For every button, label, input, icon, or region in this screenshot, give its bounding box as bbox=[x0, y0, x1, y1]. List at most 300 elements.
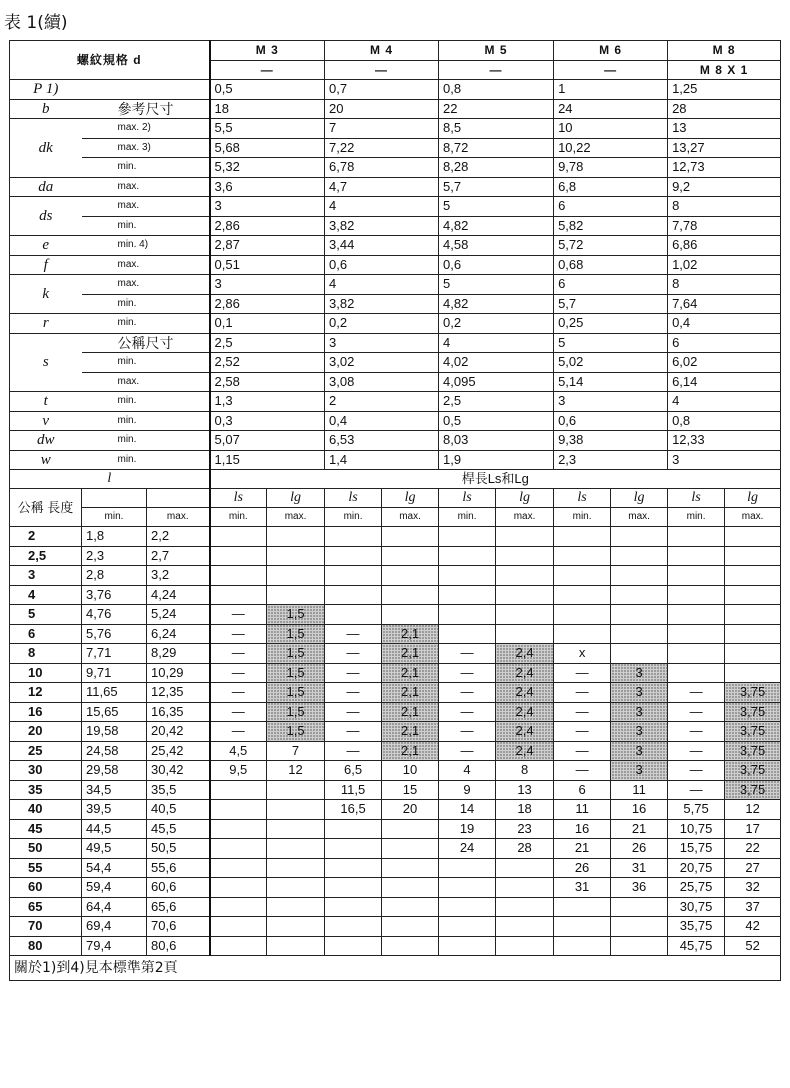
ls-value bbox=[439, 624, 496, 644]
dimension-value: 3,82 bbox=[325, 294, 439, 314]
table-row bbox=[10, 119, 781, 139]
lg-value bbox=[496, 878, 554, 898]
ls-value: 4 bbox=[439, 761, 496, 781]
ls-value bbox=[325, 839, 382, 859]
dimension-value: 10,22 bbox=[554, 138, 668, 158]
ls-min-label: min. bbox=[554, 508, 611, 527]
lg-value: 11 bbox=[611, 780, 668, 800]
ls-value: — bbox=[210, 644, 267, 664]
lg-value: 3 bbox=[611, 702, 668, 722]
length-min: 64,4 bbox=[82, 897, 147, 917]
dimension-value: 4,58 bbox=[439, 236, 554, 256]
dimension-value: 8 bbox=[668, 275, 781, 295]
dimension-value: 4,82 bbox=[439, 216, 554, 236]
ls-value: — bbox=[439, 663, 496, 683]
ls-value: — bbox=[325, 683, 382, 703]
table-row bbox=[10, 780, 781, 800]
length-max: 50,5 bbox=[147, 839, 210, 859]
table-row bbox=[10, 80, 781, 100]
lg-value: 52 bbox=[725, 936, 781, 956]
dimension-value: 0,2 bbox=[439, 314, 554, 334]
lg-value bbox=[496, 566, 554, 586]
table-row bbox=[10, 585, 781, 605]
length-min: 11,65 bbox=[82, 683, 147, 703]
dimension-symbol: v bbox=[10, 411, 82, 431]
dimension-qualifier: min. bbox=[82, 392, 210, 412]
ls-value bbox=[554, 624, 611, 644]
lg-value: 3,75 bbox=[725, 722, 781, 742]
lg-value bbox=[267, 858, 325, 878]
ls-value: 10,75 bbox=[668, 819, 725, 839]
ls-value bbox=[210, 936, 267, 956]
lg-value bbox=[611, 897, 668, 917]
dimension-symbol: t bbox=[10, 392, 82, 412]
table-row bbox=[10, 470, 781, 489]
dimension-value: 8,28 bbox=[439, 158, 554, 178]
lg-value bbox=[382, 936, 439, 956]
table-row bbox=[10, 624, 781, 644]
ls-value bbox=[668, 605, 725, 625]
lg-value: 3,75 bbox=[725, 761, 781, 781]
dimension-qualifier: max. bbox=[82, 177, 210, 197]
dimension-qualifier bbox=[82, 80, 210, 100]
lg-value: 36 bbox=[611, 878, 668, 898]
dimension-value: 5,02 bbox=[554, 353, 668, 373]
dimension-value: 7,22 bbox=[325, 138, 439, 158]
dimension-value: 3 bbox=[210, 197, 325, 217]
lg-value: 3 bbox=[611, 761, 668, 781]
ls-value bbox=[210, 527, 267, 547]
ls-value: — bbox=[554, 663, 611, 683]
length-min: 15,65 bbox=[82, 702, 147, 722]
dimension-qualifier: min. bbox=[82, 353, 210, 373]
ls-value: 45,75 bbox=[668, 936, 725, 956]
dimension-value: 1 bbox=[554, 80, 668, 100]
shank-length-title: 桿長Ls和Lg bbox=[210, 470, 781, 489]
ls-value bbox=[439, 546, 496, 566]
length-min-spacer bbox=[82, 489, 147, 508]
table-row bbox=[10, 255, 781, 275]
ls-min-label: min. bbox=[439, 508, 496, 527]
dimension-value: 9,38 bbox=[554, 431, 668, 451]
lg-value: 2,4 bbox=[496, 663, 554, 683]
length-min: 5,76 bbox=[82, 624, 147, 644]
length-min: 2,3 bbox=[82, 546, 147, 566]
lg-value: 1,5 bbox=[267, 722, 325, 742]
length-max-spacer bbox=[147, 489, 210, 508]
lg-symbol: lg bbox=[611, 489, 668, 508]
dimension-value: 0,8 bbox=[668, 411, 781, 431]
dimension-value: 3,44 bbox=[325, 236, 439, 256]
dimension-value: 12,73 bbox=[668, 158, 781, 178]
dimension-value: 1,15 bbox=[210, 450, 325, 470]
ls-value bbox=[325, 936, 382, 956]
dimension-value: 2 bbox=[325, 392, 439, 412]
ls-symbol: ls bbox=[668, 489, 725, 508]
lg-value: 28 bbox=[496, 839, 554, 859]
lg-value bbox=[382, 858, 439, 878]
lg-value: 20 bbox=[382, 800, 439, 820]
lg-value bbox=[267, 780, 325, 800]
ls-value: — bbox=[439, 741, 496, 761]
ls-min-label: min. bbox=[325, 508, 382, 527]
lg-value bbox=[725, 546, 781, 566]
dimension-value: 7 bbox=[325, 119, 439, 139]
lg-value bbox=[725, 644, 781, 664]
dimension-value: 8,72 bbox=[439, 138, 554, 158]
ls-value: — bbox=[325, 624, 382, 644]
dimension-value: 8,03 bbox=[439, 431, 554, 451]
table-row bbox=[10, 702, 781, 722]
lg-value bbox=[725, 605, 781, 625]
dimension-value: 0,3 bbox=[210, 411, 325, 431]
dimension-qualifier: min. bbox=[82, 314, 210, 334]
ls-value bbox=[325, 527, 382, 547]
ls-value: 16,5 bbox=[325, 800, 382, 820]
ls-value bbox=[210, 546, 267, 566]
length-symbol: l bbox=[10, 470, 210, 489]
lg-value bbox=[382, 566, 439, 586]
dimension-value: 1,25 bbox=[668, 80, 781, 100]
ls-value: x bbox=[554, 644, 611, 664]
ls-value: — bbox=[210, 624, 267, 644]
length-min: 44,5 bbox=[82, 819, 147, 839]
nominal-length: 8 bbox=[10, 644, 82, 664]
dimension-value: 6,02 bbox=[668, 353, 781, 373]
table-row bbox=[10, 372, 781, 392]
dimension-value: 3,6 bbox=[210, 177, 325, 197]
lg-value: 2,1 bbox=[382, 702, 439, 722]
dimension-value: 5,32 bbox=[210, 158, 325, 178]
dimension-value: 5,14 bbox=[554, 372, 668, 392]
table-row bbox=[10, 177, 781, 197]
ls-value bbox=[439, 878, 496, 898]
dimension-value: 8,5 bbox=[439, 119, 554, 139]
ls-value: 9,5 bbox=[210, 761, 267, 781]
table-row bbox=[10, 431, 781, 451]
length-min: 34,5 bbox=[82, 780, 147, 800]
lg-value: 2,4 bbox=[496, 741, 554, 761]
lg-value bbox=[382, 878, 439, 898]
lg-value bbox=[725, 527, 781, 547]
nominal-length: 5 bbox=[10, 605, 82, 625]
nominal-length: 80 bbox=[10, 936, 82, 956]
ls-value: 4,5 bbox=[210, 741, 267, 761]
lg-value bbox=[267, 897, 325, 917]
ls-value bbox=[439, 936, 496, 956]
ls-value: 11,5 bbox=[325, 780, 382, 800]
ls-value: 26 bbox=[554, 858, 611, 878]
ls-value: — bbox=[210, 663, 267, 683]
lg-value bbox=[611, 936, 668, 956]
dimension-symbol: k bbox=[10, 275, 82, 314]
size-name: M 4 bbox=[325, 41, 439, 61]
ls-value bbox=[210, 819, 267, 839]
dimension-value: 9,2 bbox=[668, 177, 781, 197]
dimension-value: 0,8 bbox=[439, 80, 554, 100]
ls-value bbox=[210, 780, 267, 800]
ls-value: 21 bbox=[554, 839, 611, 859]
ls-value: 5,75 bbox=[668, 800, 725, 820]
ls-value: — bbox=[554, 741, 611, 761]
lg-value: 3,75 bbox=[725, 741, 781, 761]
lg-value bbox=[382, 605, 439, 625]
nominal-length: 12 bbox=[10, 683, 82, 703]
lg-value: 21 bbox=[611, 819, 668, 839]
lg-symbol: lg bbox=[496, 489, 554, 508]
lg-value: 2,4 bbox=[496, 722, 554, 742]
lg-value bbox=[267, 819, 325, 839]
lg-value: 1,5 bbox=[267, 663, 325, 683]
lg-value bbox=[611, 566, 668, 586]
table-row bbox=[10, 897, 781, 917]
length-max: 60,6 bbox=[147, 878, 210, 898]
lg-value bbox=[496, 917, 554, 937]
lg-value: 23 bbox=[496, 819, 554, 839]
dimension-value: 3,82 bbox=[325, 216, 439, 236]
length-max: 80,6 bbox=[147, 936, 210, 956]
dimension-value: 0,68 bbox=[554, 255, 668, 275]
lg-value: 22 bbox=[725, 839, 781, 859]
ls-min-label: min. bbox=[668, 508, 725, 527]
lg-value bbox=[382, 839, 439, 859]
lg-symbol: lg bbox=[382, 489, 439, 508]
dimension-value: 4,82 bbox=[439, 294, 554, 314]
length-min: 4,76 bbox=[82, 605, 147, 625]
dimension-value: 13,27 bbox=[668, 138, 781, 158]
lg-max-label: max. bbox=[611, 508, 668, 527]
size-name: M 3 bbox=[210, 41, 325, 61]
lg-value: 16 bbox=[611, 800, 668, 820]
length-min: 69,4 bbox=[82, 917, 147, 937]
nominal-length: 16 bbox=[10, 702, 82, 722]
ls-value bbox=[554, 917, 611, 937]
size-fine-thread: M 8 X 1 bbox=[668, 60, 781, 80]
lg-value: 1,5 bbox=[267, 702, 325, 722]
nominal-length: 40 bbox=[10, 800, 82, 820]
length-min: 24,58 bbox=[82, 741, 147, 761]
lg-value bbox=[267, 566, 325, 586]
ls-value: — bbox=[325, 722, 382, 742]
ls-value bbox=[554, 566, 611, 586]
ls-value bbox=[210, 800, 267, 820]
length-max: 2,7 bbox=[147, 546, 210, 566]
dimension-qualifier: min. bbox=[82, 411, 210, 431]
bolt-dimension-table bbox=[9, 40, 781, 981]
size-fine-thread: — bbox=[325, 60, 439, 80]
nominal-length: 60 bbox=[10, 878, 82, 898]
lg-value: 3,75 bbox=[725, 702, 781, 722]
lg-value bbox=[496, 897, 554, 917]
table-row bbox=[10, 294, 781, 314]
lg-value bbox=[611, 605, 668, 625]
dimension-value: 6,14 bbox=[668, 372, 781, 392]
length-max: 16,35 bbox=[147, 702, 210, 722]
lg-value: 1,5 bbox=[267, 605, 325, 625]
table-row bbox=[10, 741, 781, 761]
ls-value bbox=[325, 897, 382, 917]
dimension-qualifier: max. 2) bbox=[82, 119, 210, 139]
spec-label: 螺紋規格 d bbox=[10, 41, 210, 80]
lg-value bbox=[496, 546, 554, 566]
table-row bbox=[10, 858, 781, 878]
nominal-length: 25 bbox=[10, 741, 82, 761]
ls-value bbox=[554, 605, 611, 625]
dimension-value: 6 bbox=[554, 197, 668, 217]
ls-value bbox=[439, 917, 496, 937]
ls-value bbox=[210, 566, 267, 586]
lg-value bbox=[725, 566, 781, 586]
dimension-qualifier: min. bbox=[82, 158, 210, 178]
lg-value bbox=[382, 546, 439, 566]
ls-value: 6,5 bbox=[325, 761, 382, 781]
dimension-value: 1,3 bbox=[210, 392, 325, 412]
ls-value: — bbox=[439, 722, 496, 742]
lg-value: 1,5 bbox=[267, 683, 325, 703]
dimension-value: 0,7 bbox=[325, 80, 439, 100]
table-row bbox=[10, 917, 781, 937]
ls-value: — bbox=[554, 761, 611, 781]
table-row bbox=[10, 761, 781, 781]
ls-value bbox=[325, 546, 382, 566]
size-fine-thread: — bbox=[210, 60, 325, 80]
dimension-value: 5,68 bbox=[210, 138, 325, 158]
table-row bbox=[10, 138, 781, 158]
length-max: 10,29 bbox=[147, 663, 210, 683]
dimension-value: 0,6 bbox=[554, 411, 668, 431]
length-max: 35,5 bbox=[147, 780, 210, 800]
lg-value: 2,4 bbox=[496, 683, 554, 703]
dimension-value: 1,9 bbox=[439, 450, 554, 470]
lg-value: 18 bbox=[496, 800, 554, 820]
table-row bbox=[10, 353, 781, 373]
lg-value: 3,75 bbox=[725, 683, 781, 703]
dimension-value: 1,02 bbox=[668, 255, 781, 275]
table-row bbox=[10, 644, 781, 664]
ls-symbol: ls bbox=[325, 489, 382, 508]
lg-max-label: max. bbox=[496, 508, 554, 527]
length-max: 20,42 bbox=[147, 722, 210, 742]
length-max: 3,2 bbox=[147, 566, 210, 586]
ls-value: — bbox=[439, 644, 496, 664]
ls-symbol: ls bbox=[554, 489, 611, 508]
length-min: 19,58 bbox=[82, 722, 147, 742]
ls-value bbox=[210, 897, 267, 917]
nominal-length: 3 bbox=[10, 566, 82, 586]
ls-value: 30,75 bbox=[668, 897, 725, 917]
dimension-value: 22 bbox=[439, 99, 554, 119]
ls-value: — bbox=[668, 741, 725, 761]
nominal-length: 55 bbox=[10, 858, 82, 878]
size-fine-thread: — bbox=[554, 60, 668, 80]
lg-value bbox=[611, 546, 668, 566]
dimension-value: 0,6 bbox=[325, 255, 439, 275]
ls-value: — bbox=[325, 663, 382, 683]
dimension-value: 4,7 bbox=[325, 177, 439, 197]
lg-value: 2,1 bbox=[382, 683, 439, 703]
nominal-length: 10 bbox=[10, 663, 82, 683]
lg-value bbox=[382, 917, 439, 937]
ls-value bbox=[439, 897, 496, 917]
ls-value bbox=[325, 878, 382, 898]
lg-value bbox=[382, 527, 439, 547]
ls-value: — bbox=[210, 605, 267, 625]
table-row bbox=[10, 527, 781, 547]
lg-value: 2,1 bbox=[382, 663, 439, 683]
lg-value: 2,1 bbox=[382, 722, 439, 742]
nominal-length: 4 bbox=[10, 585, 82, 605]
length-max-label: max. bbox=[147, 508, 210, 527]
ls-value bbox=[325, 819, 382, 839]
ls-value bbox=[554, 585, 611, 605]
length-max: 6,24 bbox=[147, 624, 210, 644]
length-max: 12,35 bbox=[147, 683, 210, 703]
dimension-qualifier: min. bbox=[82, 450, 210, 470]
lg-value bbox=[267, 800, 325, 820]
dimension-value: 3 bbox=[325, 333, 439, 353]
ls-value: — bbox=[325, 644, 382, 664]
ls-value bbox=[668, 663, 725, 683]
dimension-value: 6 bbox=[554, 275, 668, 295]
table-caption: 表 1(續) bbox=[4, 13, 68, 33]
ls-value: — bbox=[210, 722, 267, 742]
ls-value: — bbox=[439, 702, 496, 722]
dimension-value: 2,5 bbox=[439, 392, 554, 412]
table-row bbox=[10, 489, 781, 508]
ls-value bbox=[439, 527, 496, 547]
ls-value: — bbox=[668, 761, 725, 781]
ls-value: 14 bbox=[439, 800, 496, 820]
table-row bbox=[10, 546, 781, 566]
length-min: 7,71 bbox=[82, 644, 147, 664]
lg-value bbox=[496, 585, 554, 605]
lg-value bbox=[267, 917, 325, 937]
lg-value: 15 bbox=[382, 780, 439, 800]
lg-value bbox=[496, 936, 554, 956]
dimension-value: 3 bbox=[668, 450, 781, 470]
lg-value bbox=[725, 585, 781, 605]
ls-value bbox=[210, 839, 267, 859]
dimension-value: 24 bbox=[554, 99, 668, 119]
length-min: 39,5 bbox=[82, 800, 147, 820]
ls-value: 25,75 bbox=[668, 878, 725, 898]
nominal-length: 20 bbox=[10, 722, 82, 742]
dimension-value: 5 bbox=[439, 197, 554, 217]
length-min: 79,4 bbox=[82, 936, 147, 956]
table-row bbox=[10, 216, 781, 236]
dimension-value: 3,08 bbox=[325, 372, 439, 392]
length-max: 30,42 bbox=[147, 761, 210, 781]
dimension-value: 4 bbox=[439, 333, 554, 353]
table-row bbox=[10, 314, 781, 334]
dimension-qualifier: max. 3) bbox=[82, 138, 210, 158]
dimension-value: 2,58 bbox=[210, 372, 325, 392]
length-max: 45,5 bbox=[147, 819, 210, 839]
ls-value: 11 bbox=[554, 800, 611, 820]
dimension-value: 2,5 bbox=[210, 333, 325, 353]
length-max: 5,24 bbox=[147, 605, 210, 625]
lg-max-label: max. bbox=[725, 508, 781, 527]
lg-max-label: max. bbox=[267, 508, 325, 527]
dimension-value: 0,4 bbox=[668, 314, 781, 334]
ls-value: 24 bbox=[439, 839, 496, 859]
lg-value: 2,1 bbox=[382, 741, 439, 761]
lg-value: 2,1 bbox=[382, 644, 439, 664]
dimension-value: 2,87 bbox=[210, 236, 325, 256]
lg-value: 27 bbox=[725, 858, 781, 878]
table-row bbox=[10, 411, 781, 431]
nominal-length: 65 bbox=[10, 897, 82, 917]
